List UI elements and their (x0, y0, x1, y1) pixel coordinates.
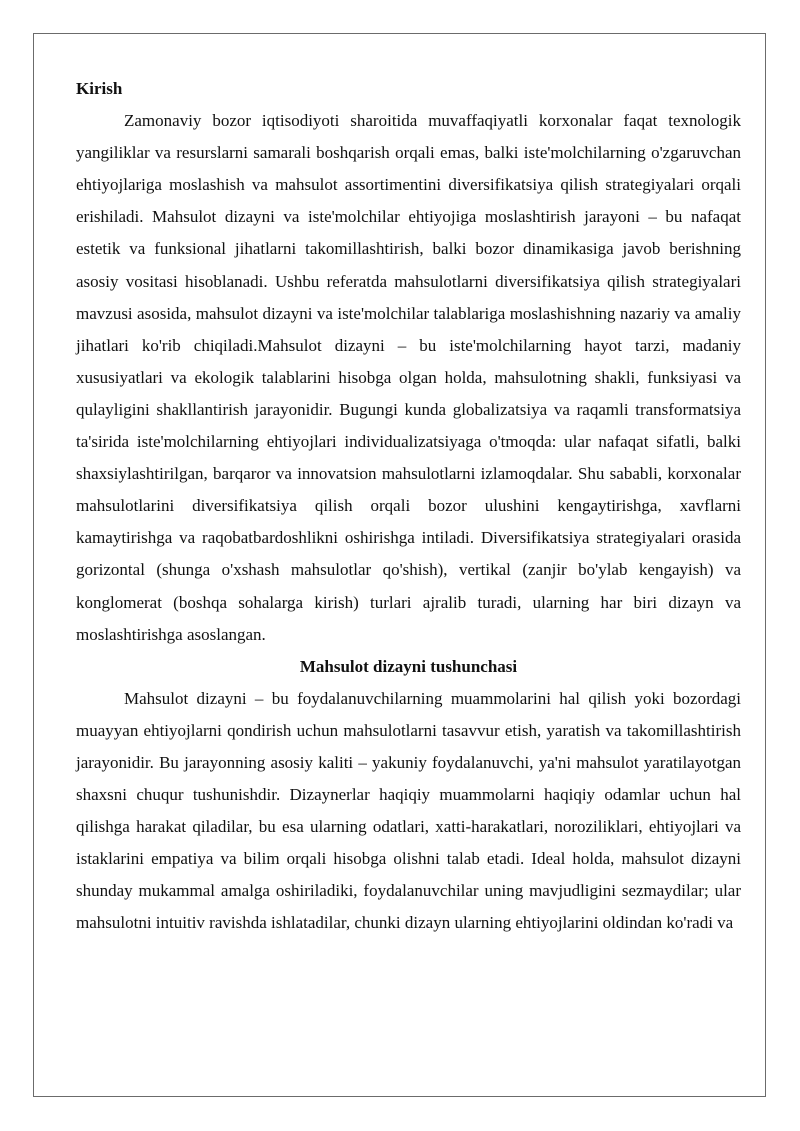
section-heading: Mahsulot dizayni tushunchasi (299, 656, 518, 676)
section-paragraph: Mahsulot dizayni – bu foydalanuvchilarning muammolarini hal qilish yoki bozordagi muayyan ehtiyojlarni qondirish uchun mahsulotlarni tasavvur etish, yaratish va takomillashtirish jarayonidir. Bu jarayonning asosiy kaliti – yakuniy foydalanuvchi, ya'ni mahsulot yaratilayotgan shaxsni chuqur tushunishdir. Dizaynerlar haqiqiy muammolarni haqiqiy odamlar uchun hal qilishga harakat qiladilar, bu esa ularning odatlari, xatti-harakatlari, noroziliklari, ehtiyojlari va istaklarini empatiya va bilim orqali hisobga olishni talab etadi. Ideal holda, mahsulot dizayni shunday mukammal amalga oshiriladiki, foydalanuvchilar uning mavjudligini sezmaydilar; ular mahsulotni intuitiv ravishda ishlatadilar, chunki dizayn ularning ehtiyojlarini oldindan ko'radi va (76, 688, 741, 933)
document-body (76, 73, 741, 940)
intro-paragraph: Zamonaviy bozor iqtisodiyoti sharoitida muvaffaqiyatli korxonalar faqat texnologik yangiliklar va resurslarni samarali boshqarish orqali emas, balki iste'molchilarning o'zgaruvchan ehtiyojlariga moslashish va mahsulot assortimentini diversifikatsiya qilish strategiyalari orqali erishiladi. Mahsulot dizayni va iste'molchilar ehtiyojiga moslashtirish jarayoni – bu nafaqat estetik va funksional jihatlarni takomillashtirish, balki bozor dinamikasiga javob berishning asosiy vositasi hisoblanadi. Ushbu referatda mahsulotlarni diversifikatsiya qilish strategiyalari mavzusi asosida, mahsulot dizayni va iste'molchilar talablariga moslashishning nazariy va amaliy jihatlari ko'rib chiqiladi.Mahsulot dizayni – bu iste'molchilarning hayot tarzi, madaniy xususiyatlari va ekologik talablarini hisobga olgan holda, mahsulotning shakli, funksiyasi va qulayligini shakllantirish jarayonidir. Bugungi kunda globalizatsiya va raqamli transformatsiya ta'sirida iste'molchilarning ehtiyojlari individualizatsiyaga o'tmoqda: ular nafaqat sifatli, balki shaxsiylashtirilgan, barqaror va innovatsion mahsulotlarni izlamoqdalar. Shu sababli, korxonalar mahsulotlarini diversifikatsiya qilish orqali bozor ulushini kengaytirishga, xavflarni kamaytirishga va raqobatbardoshlikni oshirishga intiladi. Diversifikatsiya strategiyalari orasida gorizontal (shunga o'xshash mahsulotlar qo'shish), vertikal (zanjir bo'ylab kengayish) va konglomerat (boshqa sohalarga kirish) turlari ajralib turadi, ularning har biri dizayn va moslashtirishga asoslangan. (76, 111, 741, 644)
intro-heading: Kirish (76, 79, 123, 98)
